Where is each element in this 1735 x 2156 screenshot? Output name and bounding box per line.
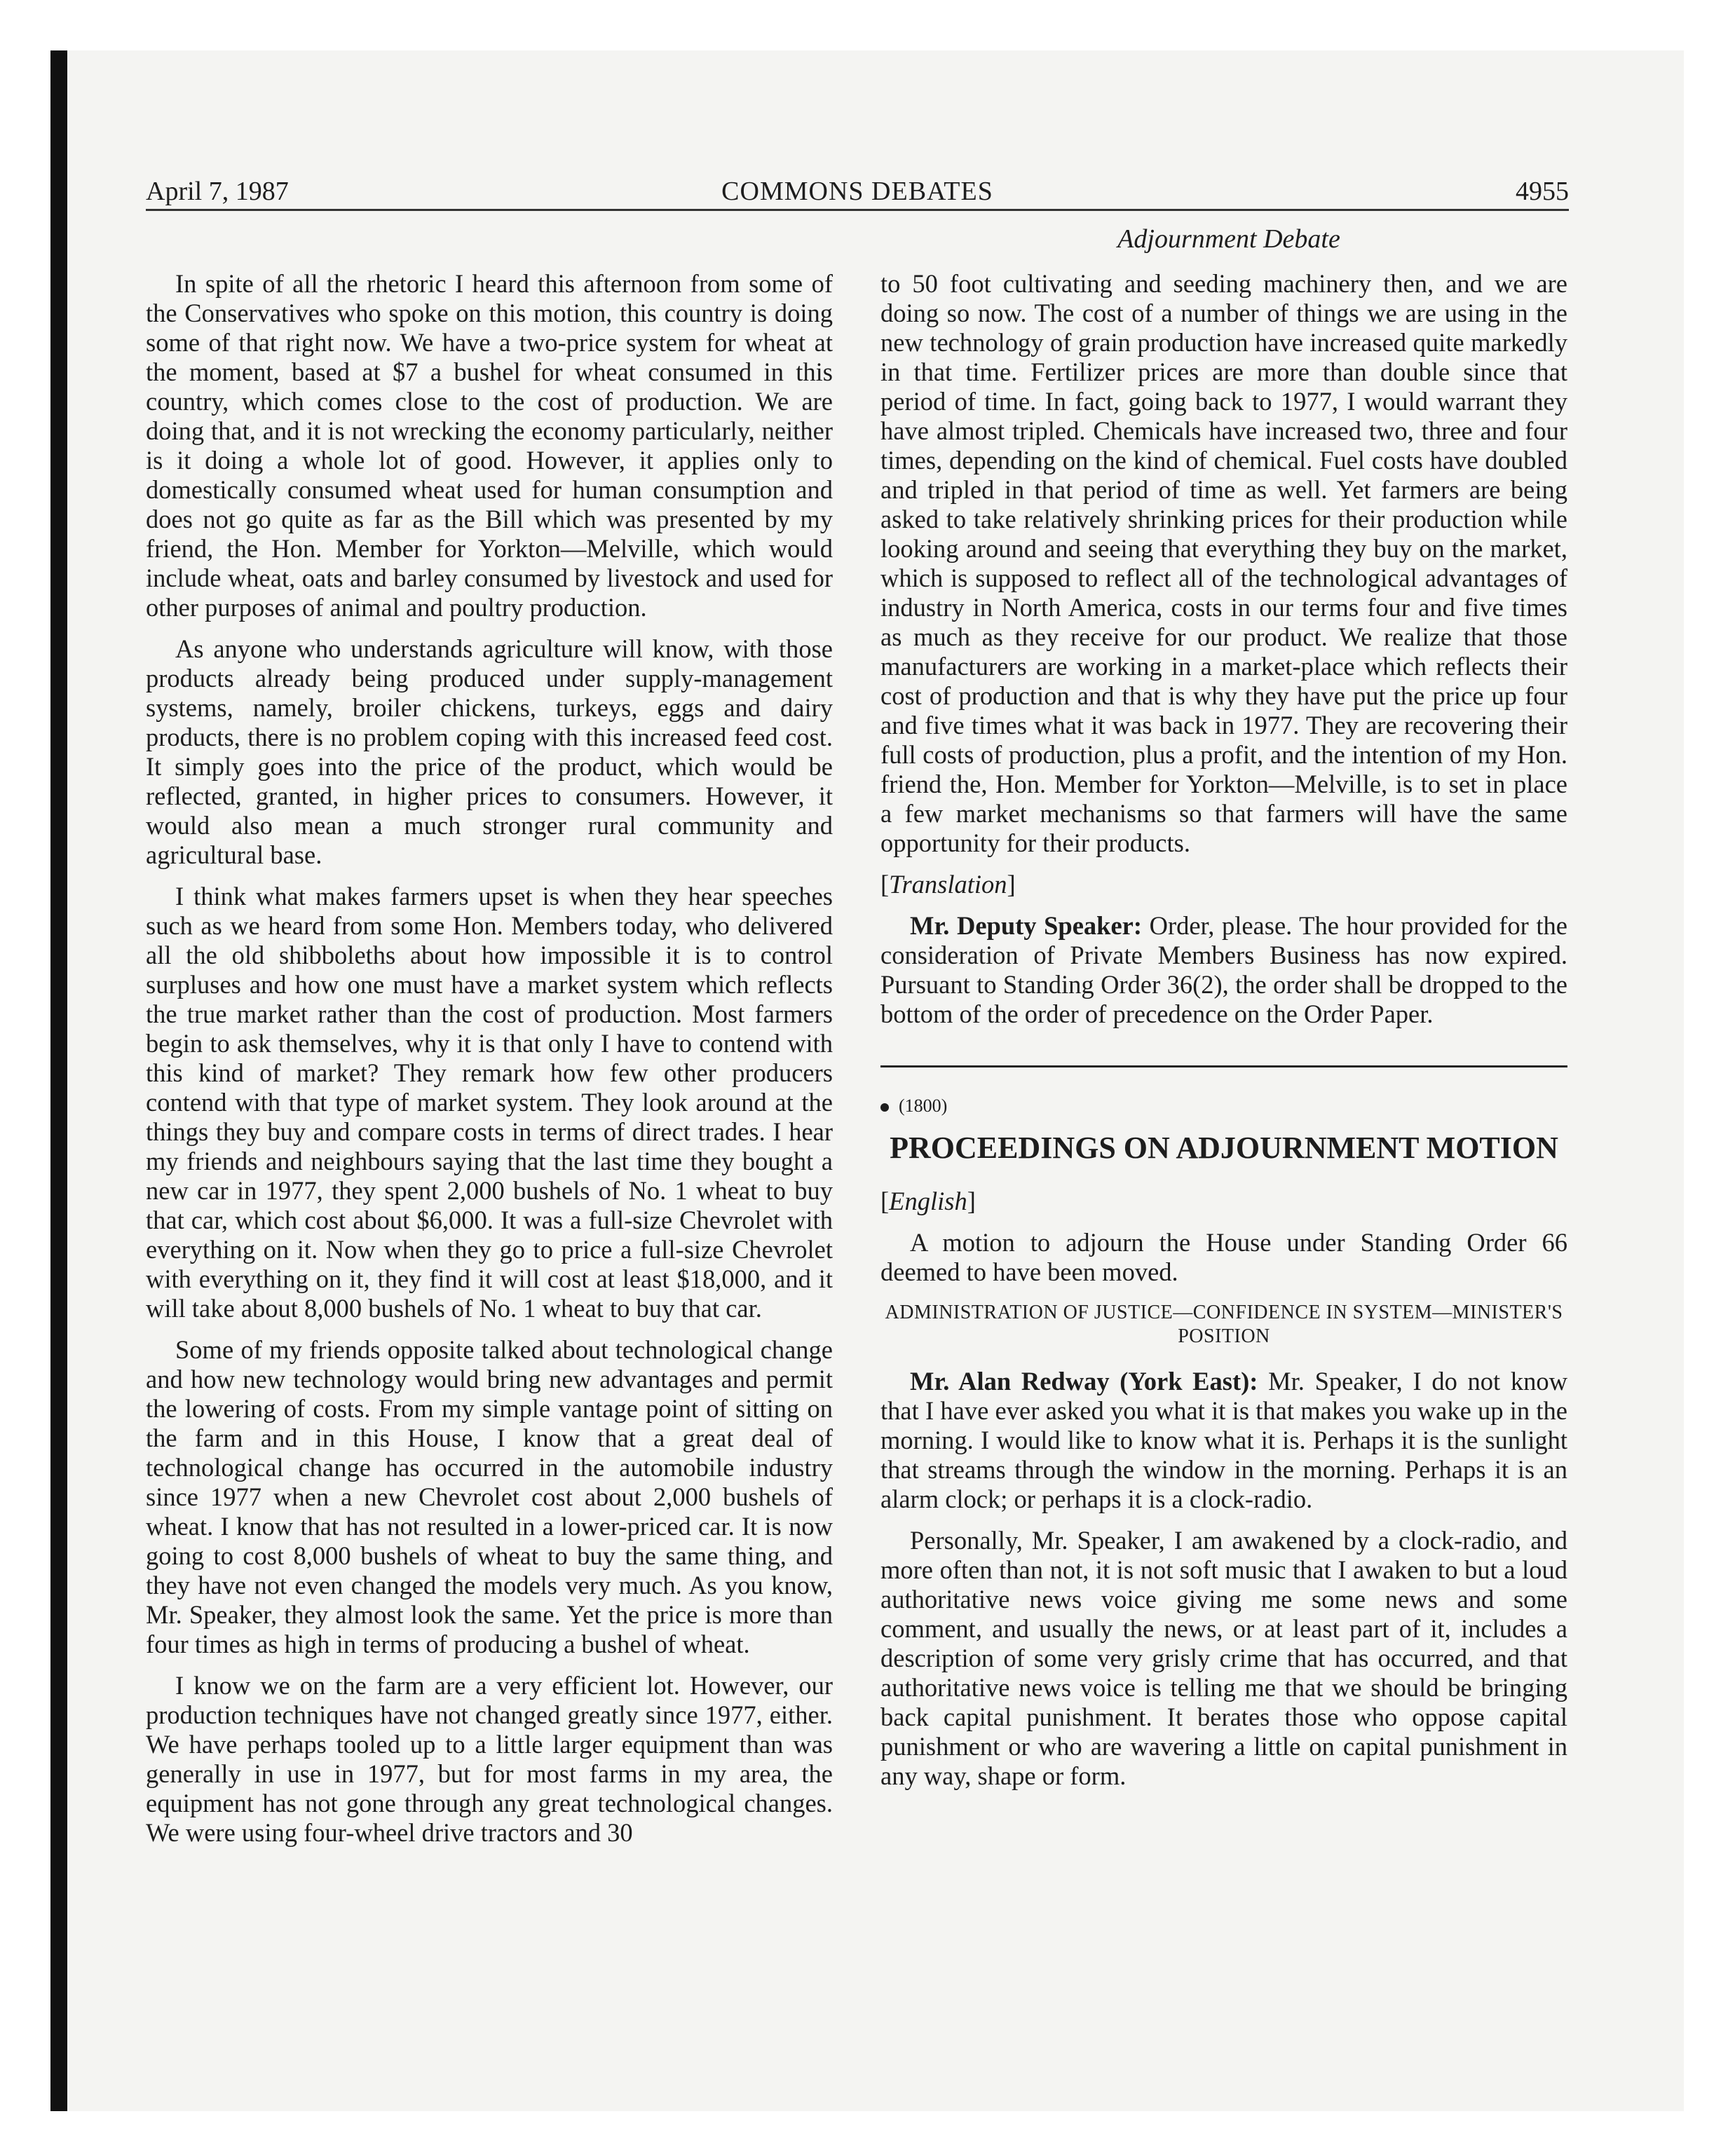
speaker-name: Mr. Deputy Speaker: <box>910 911 1143 940</box>
english-tag: [English] <box>880 1187 976 1215</box>
redway-paragraph <box>880 1367 1567 1514</box>
bullet-icon <box>880 1103 889 1112</box>
motion-paragraph: A motion to adjourn the House under Standing Order 66 deemed to have been moved. <box>880 1228 1567 1286</box>
paragraph: I know we on the farm are a very efficient lot. However, our production techniques have not changed greatly since 1977, either. We have perhaps tooled up to a little larger equipment than was generally in use in 1977, but for most farms in my area, the equipment has not gone through any great technological changes. We were using four-wheel drive tractors and 30 <box>146 1671 833 1847</box>
paragraph: Personally, Mr. Speaker, I am awakened by a clock-radio, and more often than not, it is not soft music that I awaken to but a loud authoritative news voice giving me some news and some comment, and usually the news, or at least part of it, includes a description of some very grisly crime that has occurred, and that authoritative news voice is telling me that we should be bringing back capital punishment. It berates those who oppose capital punishment or who are wavering a little on capital punishment in any way, shape or form. <box>880 1526 1567 1790</box>
running-header <box>146 175 1569 211</box>
time-marker-text: (1800) <box>899 1096 948 1116</box>
paragraph: As anyone who understands agriculture will know, with those products already being produced under supply-management systems, namely, broiler chickens, turkeys, eggs and dairy products, there is no problem coping with this increased feed cost. It simply goes into the price of the product, which would be reflected, granted, in higher prices to consumers. However, it would also mean a much stronger rural community and agricultural base. <box>146 634 833 869</box>
subheading: ADMINISTRATION OF JUSTICE—CONFIDENCE IN SYSTEM—MINISTER'S POSITION <box>885 1302 1563 1347</box>
section-label: Adjournment Debate <box>1117 224 1340 254</box>
speech-text: Order, please. The hour provided for the consideration of Private Members Business has now expired. Pursuant to Standing Order 36(2), the order shall be dropped to the bottom of the order of precedence on the Order Paper. <box>880 911 1567 1028</box>
left-column <box>146 269 833 1860</box>
translation-tag: [Translation] <box>880 870 1016 899</box>
scan-edge <box>50 50 67 2111</box>
speaker-name: Mr. Alan Redway (York East): <box>910 1367 1258 1396</box>
right-column <box>880 269 1567 1803</box>
paragraph: Some of my friends opposite talked about technological change and how new technology would bring new advantages and permit the lowering of costs. From my simple vantage point of sitting on the farm and in this House, I know that a great deal of technological change has occurred in the automobile industry since 1977 when a new Chevrolet cost about 2,000 bushels of wheat. I know that has not resulted in a lower-priced car. It is now going to cost 8,000 bushels of wheat to buy the same thing, and they have not even changed the models very much. As you know, Mr. Speaker, they almost look the same. Yet the price is more than four times as high in terms of producing a bushel of wheat. <box>146 1335 833 1658</box>
english-tag-text: English <box>889 1187 967 1215</box>
time-marker <box>880 1094 1567 1118</box>
section-heading: PROCEEDINGS ON ADJOURNMENT MOTION <box>890 1131 1558 1165</box>
paragraph: I think what makes farmers upset is when they hear speeches such as we heard from some Hon. Members today, who delivered all the old shibboleths about how impossible it is to control surpluses and how one must have a market system which reflects the true market rather than the cost of production. Most farmers begin to ask themselves, why it is that only I have to contend with this kind of market? They remark how few other producers contend with that type of market system. They look around at the things they buy and compare costs in terms of direct trades. I hear my friends and neighbours saying that the last time they bought a new car in 1977, they spent 2,000 bushels of No. 1 wheat to buy that car, which cost about $6,000. It was a full-size Chevrolet with everything on it. Now when they go to price a full-size Chevrolet with everything on it, they find it will cost at least $18,000, and it will take about 8,000 bushels of No. 1 wheat to buy that car. <box>146 882 833 1323</box>
speech-text: Mr. Speaker, I do not know that I have ever asked you what it is that makes you wake up in the morning. I would like to know what it is. Perhaps it is the sunlight that streams through the window in the morning. Perhaps it is an alarm clock; or perhaps it is a clock-radio. <box>880 1367 1567 1513</box>
deputy-speaker-paragraph <box>880 911 1567 1029</box>
section-divider <box>880 1065 1567 1067</box>
translation-tag-text: Translation <box>889 870 1007 899</box>
page-number: 4955 <box>1516 177 1569 206</box>
continued-paragraph: to 50 foot cultivating and seeding machinery then, and we are doing so now. The cost of a number of things we are using in the new technology of grain production have increased quite markedly in that time. Fertilizer prices are more than double since that period of time. In fact, going back to 1977, I would warrant they have almost tripled. Chemicals have increased two, three and four times, depending on the kind of chemical. Fuel costs have doubled and tripled in that period of time as well. Yet farmers are being asked to take relatively shrinking prices for their production while looking around and seeing that everything they buy on the market, which is supposed to reflect all of the technological advantages of industry in North America, costs in our terms four and five times as much as they receive for our product. We realize that those manufacturers are working in a market-place which reflects their cost of production and that is why they have put the price up four and five times what it was back in 1977. They are recovering their full costs of production, plus a profit, and the intention of my Hon. friend the, Hon. Member for Yorkton—Melville, is to set in place a few market mechanisms so that farmers will have the same opportunity for their products. <box>880 269 1567 857</box>
header-title: COMMONS DEBATES <box>721 177 993 206</box>
paragraph: In spite of all the rhetoric I heard this afternoon from some of the Conservatives who spoke on this motion, this country is doing some of that right now. We have a two-price system for wheat at the moment, based at $7 a bushel for wheat consumed in this country, which comes close to the cost of production. We are doing that, and it is not wrecking the economy particularly, neither is it doing a whole lot of good. However, it applies only to domestically consumed wheat used for human consumption and does not go quite as far as the Bill which was presented by my friend, the Hon. Member for Yorkton—Melville, which would include wheat, oats and barley consumed by livestock and used for other purposes of animal and poultry production. <box>146 269 833 622</box>
header-date: April 7, 1987 <box>146 177 289 206</box>
